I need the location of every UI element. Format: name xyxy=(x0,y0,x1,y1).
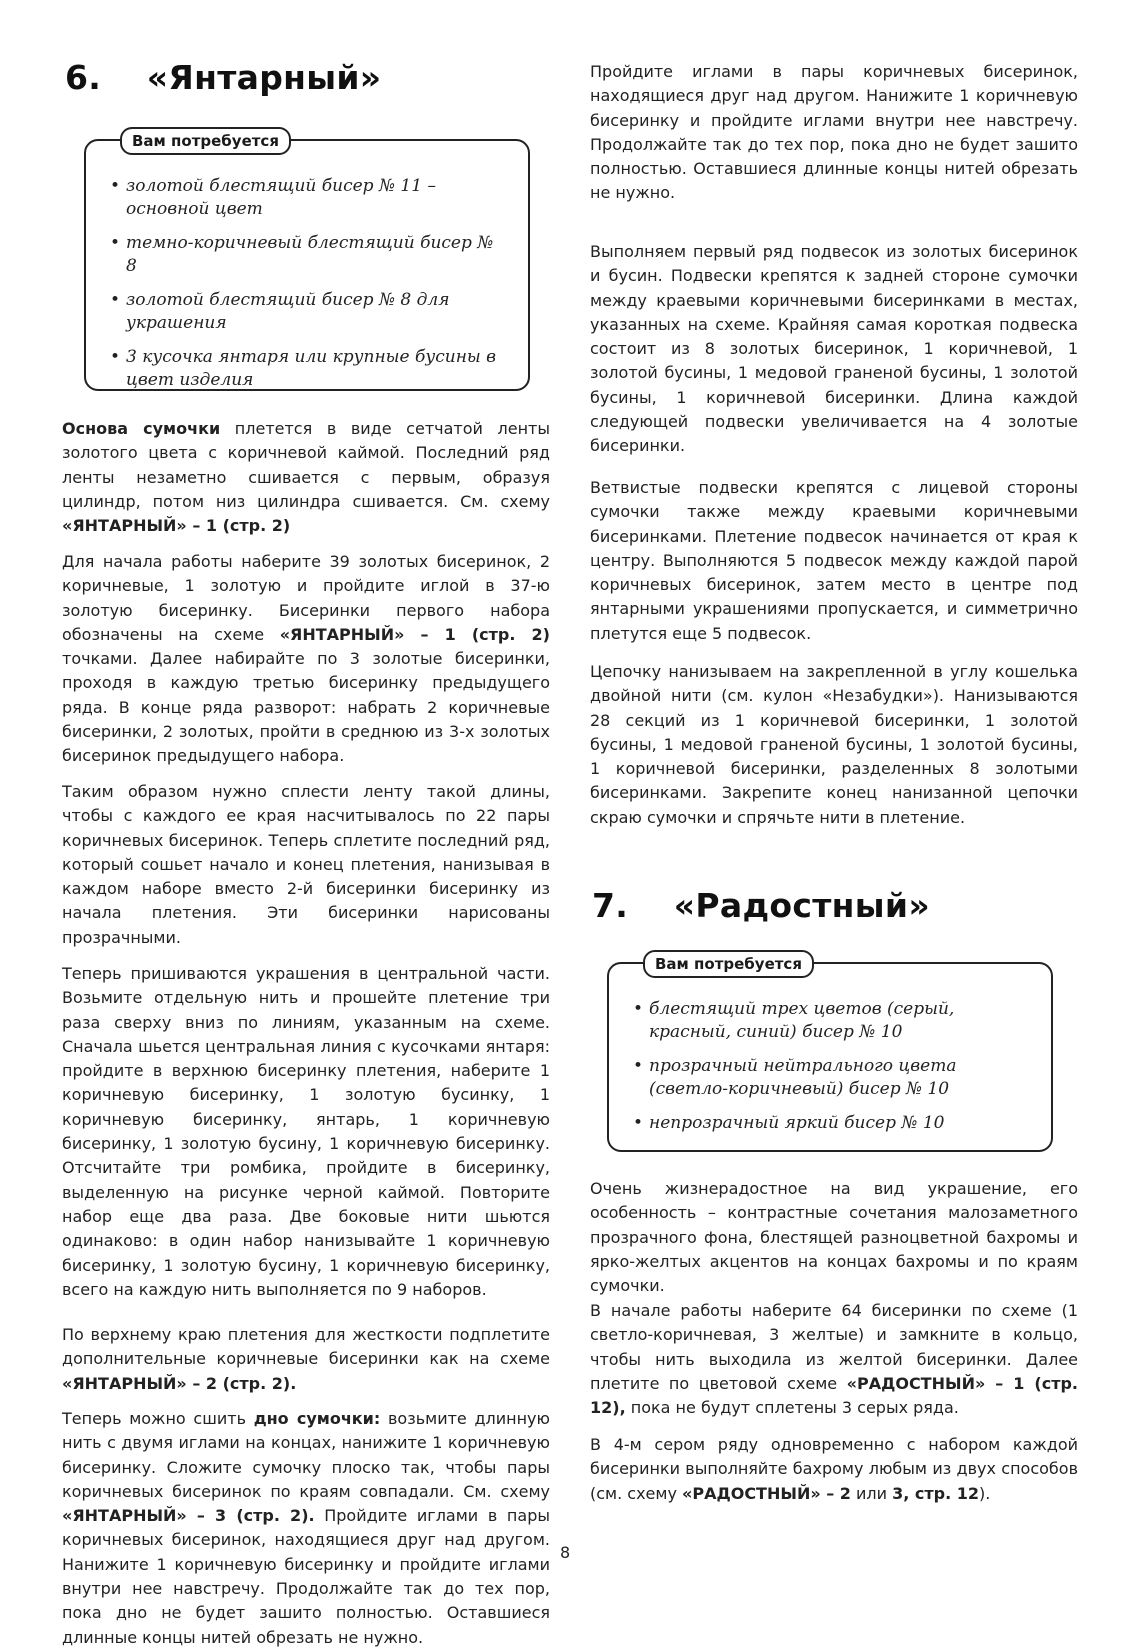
requirement-item: • золотой блестящий бисер № 8 для украшения xyxy=(108,289,500,335)
paragraph xyxy=(590,1299,1078,1420)
paragraph-text: возьмите длинную нить с двумя иглами на концах, нанижите 1 коричневую бисеринку. Сложите сумочку плоско так, чтобы пары коричневых бисеринок по краям совпадали. См. схему xyxy=(62,1409,550,1501)
bold-term: дно сумочки: xyxy=(253,1409,381,1428)
paragraph xyxy=(590,1177,1078,1298)
paragraph xyxy=(590,660,1078,830)
paragraph-text: плетется в виде сетчатой ленты золотого цвета с коричневой каймой. Последний ряд ленты незаметно сшивается с первым, образуя цилиндр, потом низ цилиндра сшивается. См. схему xyxy=(62,419,550,511)
paragraph-text: Выполняем первый ряд подвесок из золотых бисеринок и бусин. Подвески крепятся к задней стороне сумочки между краевыми коричневыми бисеринками в местах, указанных на схеме. Крайняя самая короткая подвеска состоит из 8 золотых бисеринок, 1 коричневой, 1 золотой бусины, 1 медовой граненой бусины, 1 золотой бусины, 1 коричневой бисеринки. Длина каждой следующей подвески увеличивается на 4 золотые бисеринки. xyxy=(590,242,1078,456)
requirement-item: • темно-коричневый блестящий бисер № 8 xyxy=(108,232,500,278)
paragraph-text: Теперь можно сшить xyxy=(62,1409,254,1428)
paragraph-text: Теперь пришиваются украшения в центральной части. Возьмите отдельную нить и прошейте плетение три раза сверху вниз по линиям, указанным на схеме. Сначала шьется центральная линия с кусочками янтаря: пройдите в верхнюю бисеринку плетения, наберите 1 коричневую бисеринку, 1 золотую бусинку, 1 коричневую бисеринку, янтарь, 1 коричневую бисеринку, 1 золотую бусину, 1 коричневую бисеринку. Отсчитайте три ромбика, пройдите в бисеринку, выделенную на рисунке черной каймой. Повторите набор еще два раза. Две боковые нити шьются одинаково: в один набор нанизывайте 1 коричневую бисеринку, 1 золотую бусину, 1 коричневую бисеринку, всего на каждую нить выполняется по 9 наборов. xyxy=(62,964,550,1299)
scheme-reference: «ЯНТАРНЫЙ» – 1 (стр. 2) xyxy=(279,624,550,644)
section-6-requirements-label: Вам потребуется xyxy=(120,127,291,155)
requirement-item: • непрозрачный яркий бисер № 10 xyxy=(631,1112,1023,1135)
scheme-reference: «ЯНТАРНЫЙ» – 2 (стр. 2). xyxy=(62,1373,297,1393)
paragraph-text: пока не будут сплетены 3 серых ряда. xyxy=(625,1398,959,1418)
section-7-title: «Радостный» xyxy=(673,886,930,925)
paragraph-text: В 4-м сером ряду одновременно с набором каждой бисеринки выполняйте бахрому любым из двух способов (см. схему xyxy=(590,1435,1078,1503)
section-7-requirements-box xyxy=(607,955,1053,1152)
scheme-reference: 3, стр. 12 xyxy=(892,1483,980,1503)
scheme-reference: «РАДОСТНЫЙ» – 1 (стр. 12), xyxy=(590,1373,1079,1418)
paragraph xyxy=(62,1323,550,1396)
requirement-item: • 3 кусочка янтаря или крупные бусины в цвет изделия xyxy=(108,346,500,392)
section-6-heading xyxy=(65,58,381,97)
paragraph-text: В начале работы наберите 64 бисеринки по схеме (1 светло-коричневая, 3 желтые) и замкните в кольцо, чтобы нить выходила из желтой бисеринки. Далее плетите по цветовой схеме xyxy=(590,1301,1078,1393)
scheme-reference: «ЯНТАРНЫЙ» – 1 (стр. 2) xyxy=(62,516,291,536)
requirement-item: • прозрачный нейтрального цвета (светло-коричневый) бисер № 10 xyxy=(631,1055,1023,1101)
paragraph-text: По верхнему краю плетения для жесткости подплетите дополнительные коричневые бисеринки как на схеме xyxy=(62,1325,550,1369)
paragraph xyxy=(62,962,550,1302)
section-7-requirements-label: Вам потребуется xyxy=(643,950,814,978)
paragraph xyxy=(62,780,550,950)
paragraph-text: ). xyxy=(979,1483,991,1503)
section-6-title: «Янтарный» xyxy=(146,58,382,97)
paragraph-text: или xyxy=(850,1483,893,1503)
page-number: 8 xyxy=(560,1543,571,1562)
paragraph-text: Пройдите иглами в пары коричневых бисеринок, находящиеся друг над другом. Нанижите 1 коричневую бисеринку и пройдите иглами внутри нее навстречу. Продолжайте так до тех пор, пока дно не будет зашито полностью. Оставшиеся длинные концы нитей обрезать не нужно. xyxy=(62,1506,550,1647)
paragraph xyxy=(590,240,1078,459)
paragraph-text: Таким образом нужно сплести ленту такой длины, чтобы с каждого ее края насчитывалось по 22 пары коричневых бисеринок. Теперь сплетите последний ряд, который сошьет начало и конец плетения, нанизывая в каждом наборе вместо 2-й бисеринки бисеринку из начала плетения. Эти бисеринки нарисованы прозрачными. xyxy=(62,782,550,947)
paragraph-text: Для начала работы наберите 39 золотых бисеринок, 2 коричневые, 1 золотую и пройдите иглой в 37-ю золотую бисеринку. Бисеринки первого набора обозначены на схеме xyxy=(62,552,550,644)
section-7-requirements-list xyxy=(631,998,1023,1135)
paragraph xyxy=(62,550,550,769)
section-7-number: 7. xyxy=(592,886,629,925)
scheme-reference: «ЯНТАРНЫЙ» – 3 (стр. 2). xyxy=(62,1506,315,1526)
paragraph xyxy=(62,1407,550,1647)
paragraph-text: Цепочку нанизываем на закрепленной в углу кошелька двойной нити (см. кулон «Незабудки»). Нанизываются 28 секций из 1 коричневой бисеринки, 1 золотой бусины, 1 медовой граненой бусины, 1 золотой бусины, 1 коричневой бисеринки, разделенных 8 золотыми бисеринками. Закрепите конец нанизанной цепочки скраю сумочки и спрячьте нити в плетение. xyxy=(590,662,1078,827)
paragraph xyxy=(62,417,550,538)
paragraph xyxy=(590,1433,1078,1506)
paragraph-text-continued: Пройдите иглами в пары коричневых бисеринок, находящиеся друг над другом. Нанижите 1 коричневую бисеринку и пройдите иглами внутри нее навстречу. Продолжайте так до тех пор, пока дно не будет зашито полностью. Оставшиеся длинные концы нитей обрезать не нужно. xyxy=(590,62,1078,203)
scheme-reference: «РАДОСТНЫЙ» – 2 xyxy=(682,1483,851,1503)
requirement-item: • золотой блестящий бисер № 11 – основной цвет xyxy=(108,175,500,221)
bold-term: Основа сумочки xyxy=(62,419,221,438)
paragraph-text: Очень жизнерадостное на вид украшение, его особенность – контрастные сочетания малозаметного прозрачного фона, блестящей разноцветной бахромы и ярко-желтых акцентов на концах бахромы и по краям сумочки. xyxy=(590,1179,1078,1296)
section-6-requirements-box xyxy=(84,132,530,391)
section-6-requirements-list xyxy=(108,175,500,392)
paragraph-text: Ветвистые подвески крепятся с лицевой стороны сумочки также между краевыми коричневыми бисеринками. Плетение подвесок начинается от края к центру. Выполняются 5 подвесок между каждой парой коричневых бисеринок, затем место в центре под янтарными украшениями пропускается, и симметрично плетутся еще 5 подвесок. xyxy=(590,478,1078,643)
section-6-number: 6. xyxy=(65,58,102,97)
requirement-item: • блестящий трех цветов (серый, красный, синий) бисер № 10 xyxy=(631,998,1023,1044)
paragraph xyxy=(590,476,1078,646)
section-7-heading xyxy=(592,886,930,925)
paragraph xyxy=(590,60,1078,230)
paragraph-text: точками. Далее набирайте по 3 золотые бисеринки, проходя в каждую третью бисеринку предыдущего ряда. В конце ряда разворот: набрать 2 коричневые бисеринки, 2 золотых, пройти в среднюю из 3-х золотых бисеринок предыдущего набора. xyxy=(62,649,550,766)
